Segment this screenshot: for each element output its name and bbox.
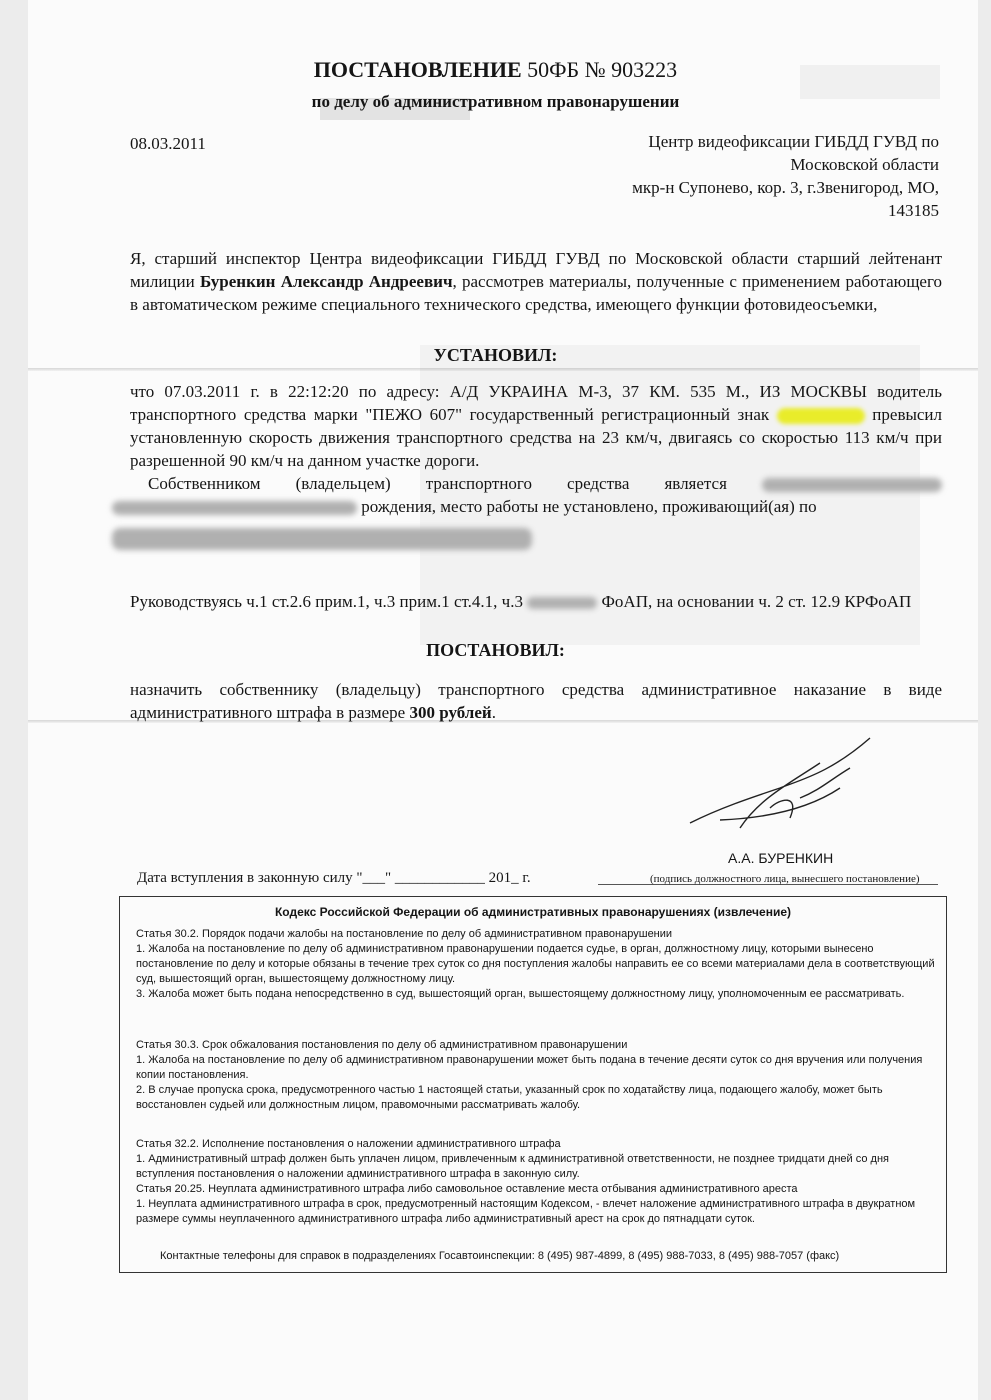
redacted-owner-address — [112, 528, 532, 550]
fine-amount: 300 рублей — [409, 703, 492, 722]
law-article-30-2: Статья 30.2. Порядок подачи жалобы на постановление по делу об административном правонарушении 1. Жалоба на постановление по делу об административном правонарушении подается судье, в орган, должностному лицу, которыми вынесено постановление по делу и которые обязаны в течение трех суток со дня поступления жалобы направить ее со всеми материалами дела в соответствующий суд, вышестоящий орган, вышестоящему должностному лицу. 3. Жалоба может быть подана непосредственно в суд, вышестоящий орган, вышестоящему должностному лицу, уполномоченным ее рассматривать. — [136, 928, 935, 1000]
decided-heading: ПОСТАНОВИЛ: — [426, 640, 565, 660]
handwritten-signature — [680, 728, 880, 838]
document-subtitle: по делу об административном правонарушении — [311, 92, 680, 111]
issuing-organization: Центр видеофиксации ГИБДД ГУВД по Московской области мкр-н Супонево, кор. 3, г.Звенигород, МО, 143185 — [632, 132, 939, 220]
redacted-owner-birth — [112, 501, 357, 515]
law-article-32-2: Статья 32.2. Исполнение постановления о наложении административного штрафа 1. Административный штраф должен быть уплачен лицом, привлеченным к административной ответственности, не позднее тридцати дней со дня вступления постановления о наложении административного штрафа в законную силу. Статья 20.25. Неуплата административного штрафа либо самовольное оставление места отбывания административного ареста 1. Неуплата административного штрафа в срок, предусмотренный настоящим Кодексом, - влечет наложение административного штрафа в двукратном размере суммы неуплаченного административного штрафа либо административный арест на срок до пятнадцати суток. — [136, 1138, 916, 1225]
decided-paragraph: назначить собственнику (владельцу) транспортного средства административное наказание в виде административного штрафа в размере 300 рублей. — [130, 680, 942, 722]
document-date: 08.03.2011 — [130, 134, 206, 153]
redacted-plate-highlight — [777, 408, 865, 424]
law-article-30-3: Статья 30.3. Срок обжалования постановления по делу об административном правонарушении 1. Жалоба на постановление по делу об административном правонарушении может быть подана в течение десяти суток со дня вручения или получения копии постановления. 2. В случае пропуска срока, предусмотренного частью 1 настоящей статьи, указанный срок по ходатайству лица, подающего жалобу, может быть восстановлен судьей или должностным лицом, правомочными рассматривать жалобу. — [136, 1039, 923, 1111]
law-extract-title: Кодекс Российской Федерации об административных правонарушениях (извлечение) — [274, 905, 791, 919]
intro-paragraph: Я, старший инспектор Центра видеофиксации ГИБДД ГУВД по Московской области старший лейтенант милиции Буренкин Александр Андреевич, рассмотрев материалы, полученные с применением работающего в автоматическом режиме специального технического средства, имеющего функции фотовидеосъемки, — [130, 249, 943, 314]
redacted-owner-name — [762, 478, 942, 492]
redacted-article — [527, 597, 597, 609]
guided-paragraph: Руководствуясь ч.1 ст.2.6 прим.1, ч.3 прим.1 ст.4.1, ч.3 ФоАП, на основании ч. 2 ст. 12.9 КРФоАП — [130, 592, 912, 611]
signatory-name: А.А. БУРЕНКИН — [728, 850, 834, 866]
established-heading: УСТАНОВИЛ: — [433, 345, 558, 365]
owner-paragraph: Собственником (владельцем) транспортного средства является рождения, место работы не установлено, проживающий(ая) по — [130, 472, 942, 518]
contact-phones: Контактные телефоны для справок в подразделениях Госавтоинспекции: 8 (495) 987-4899, 8 (495) 988-7033, 8 (495) 988-7057 (факс) — [160, 1250, 840, 1262]
document-title: ПОСТАНОВЛЕНИЕ 50ФБ № 903223 — [313, 57, 678, 82]
signature-caption: (подпись должностного лица, вынесшего постановление) — [650, 873, 920, 885]
inspector-name: Буренкин Александр Андреевич — [199, 272, 453, 291]
law-extract-box — [119, 896, 947, 1273]
effective-date-line: Дата вступления в законную силу "___" ____________ 201_ г. — [137, 870, 531, 886]
established-paragraph: что 07.03.2011 г. в 22:12:20 по адресу: А/Д УКРАИНА М-3, 37 КМ. 535 М., ИЗ МОСКВЫ водитель транспортного средства марки "ПЕЖО 607" государственный регистрационный знак превысил установленную скорость движения транспортного средства на 23 км/ч, двигаясь со скоростью 113 км/ч при разрешенной 90 км/ч на данном участке дороги. — [130, 382, 943, 470]
